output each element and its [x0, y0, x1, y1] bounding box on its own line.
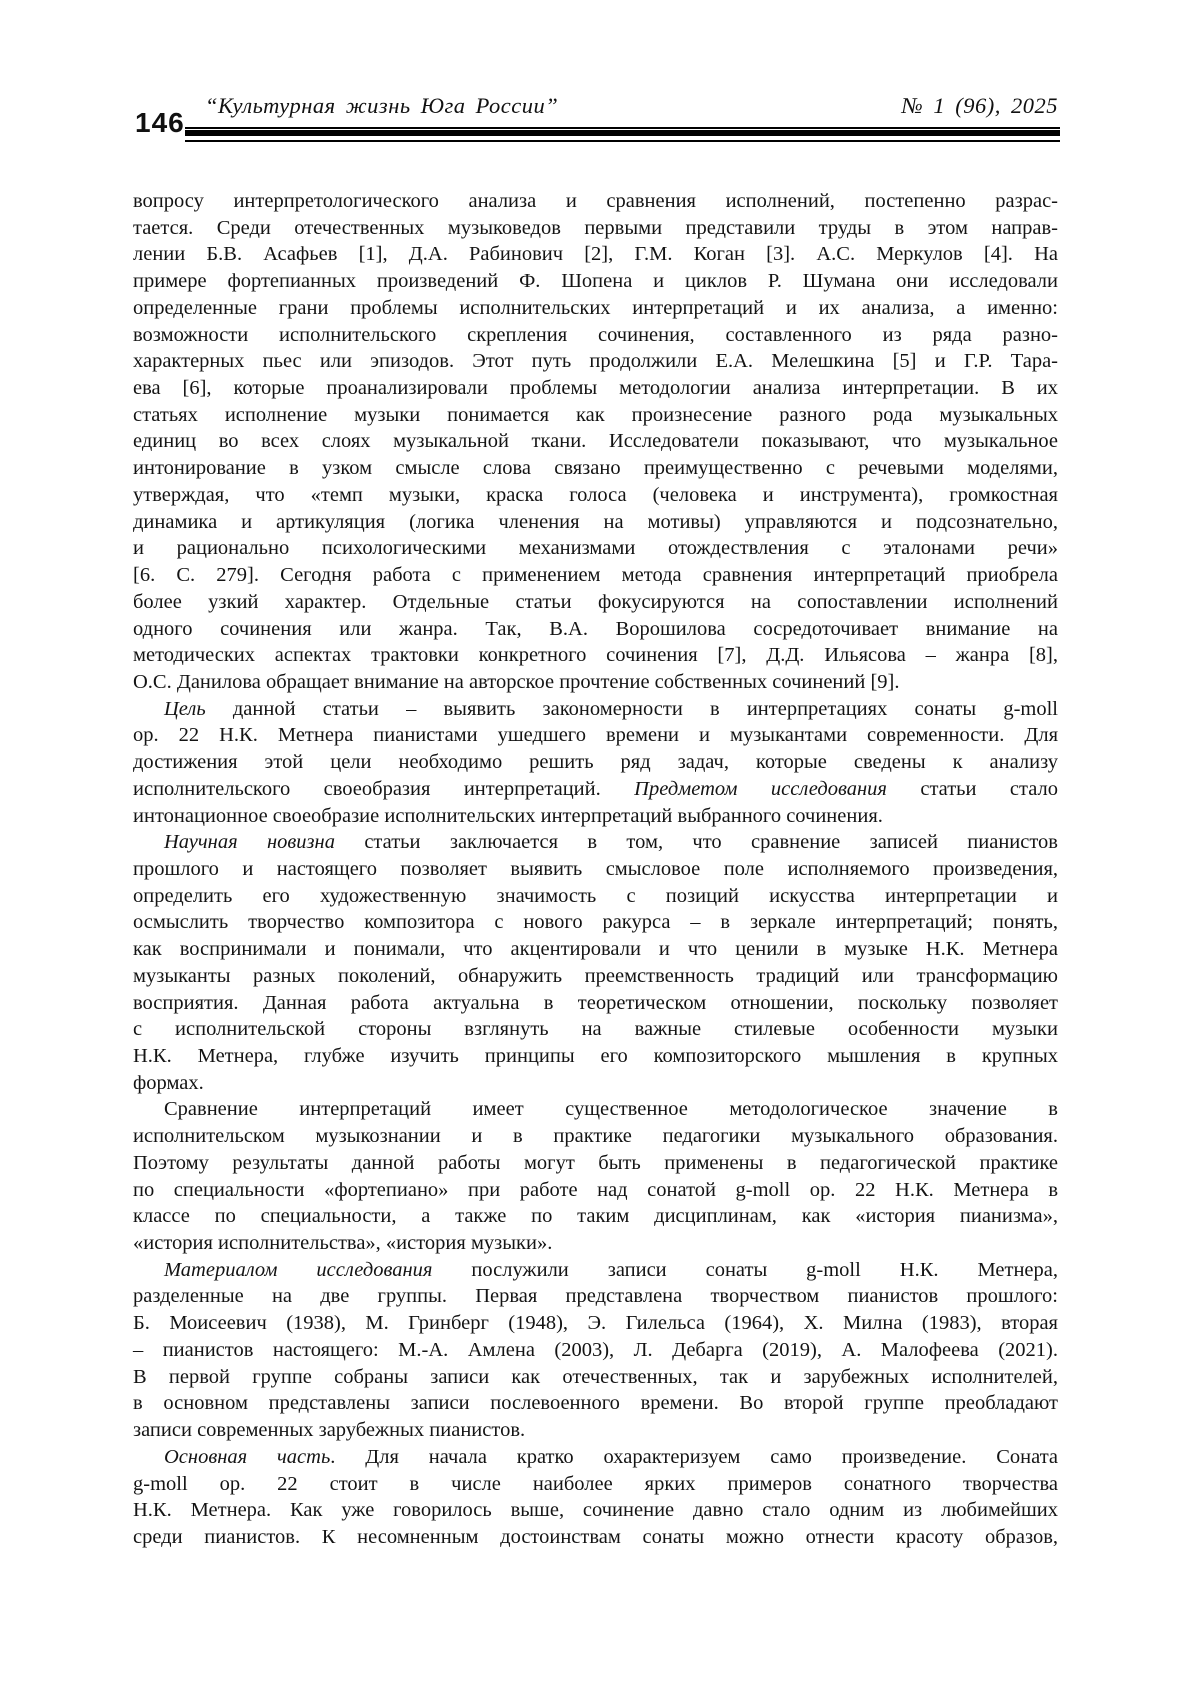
text-segment: восприятия. Данная работа актуальна в теоретическом отношении, поскольку позволяет	[133, 991, 1058, 1014]
text-line	[133, 1471, 1058, 1498]
text-line	[133, 1230, 1058, 1257]
text-segment: примере фортепианных произведений Ф. Шопена и циклов Р. Шумана они исследовали	[133, 270, 1058, 293]
text-segment: формах.	[133, 1071, 204, 1094]
journal-title: “Культурная жизнь Юга России”	[205, 93, 559, 118]
text-line	[133, 241, 1058, 268]
emphasized-text: Предметом исследования	[634, 777, 887, 800]
text-line	[133, 402, 1058, 429]
emphasized-text: Основная часть	[164, 1445, 331, 1468]
text-line	[133, 1096, 1058, 1123]
text-segment: методических аспектах трактовки конкретного сочинения [7], Д.Д. Ильясова – жанра [8],	[133, 644, 1058, 667]
text-segment: op. 22 Н.К. Метнера пианистами ушедшего времени и музыкантами современности. Для	[133, 724, 1058, 747]
text-segment: определить его художественную значимость с позиций искусства интерпретации и	[133, 884, 1058, 907]
text-segment: записи современных зарубежных пианистов.	[133, 1419, 526, 1442]
text-line	[133, 883, 1058, 910]
running-header	[205, 93, 1058, 119]
text-segment: В первой группе собраны записи как отечественных, так и зарубежных исполнителей,	[133, 1365, 1058, 1388]
text-line	[133, 188, 1058, 215]
text-segment: единиц во всех слоях музыкальной ткани. Исследователи показывают, что музыкальное	[133, 430, 1058, 453]
text-line	[133, 428, 1058, 455]
text-line	[133, 1203, 1058, 1230]
text-line	[133, 776, 1058, 803]
text-segment: определенные грани проблемы исполнительских интерпретаций и их анализа, а именно:	[133, 296, 1058, 319]
text-line	[133, 1257, 1058, 1284]
text-line	[133, 722, 1058, 749]
emphasized-text: Цель	[164, 697, 206, 720]
paragraph	[133, 1096, 1058, 1256]
text-segment: статьи стало	[886, 777, 1058, 800]
text-line	[133, 856, 1058, 883]
text-segment: Н.К. Метнера. Как уже говорилось выше, сочинение давно стало одним из любимейших	[133, 1499, 1058, 1522]
text-segment: среди пианистов. К несомненным достоинствам сонаты можно отнести красоту образов,	[133, 1525, 1058, 1548]
text-segment: осмыслить творчество композитора с нового ракурса – в зеркале интерпретаций; понять,	[133, 911, 1058, 934]
text-line	[133, 322, 1058, 349]
text-line	[133, 1524, 1058, 1551]
text-line	[133, 1016, 1058, 1043]
emphasized-text: Научная новизна	[164, 831, 335, 854]
text-segment: Поэтому результаты данной работы могут быть применены в педагогической практике	[133, 1151, 1058, 1174]
text-line	[133, 375, 1058, 402]
text-line	[133, 642, 1058, 669]
text-segment: возможности исполнительского скрепления сочинения, составленного из ряда разно-	[133, 323, 1058, 346]
text-segment: динамика и артикуляция (логика членения на мотивы) управляются и подсознательно,	[133, 510, 1058, 533]
text-line	[133, 348, 1058, 375]
text-segment: статьи заключается в том, что сравнение записей пианистов	[334, 831, 1058, 854]
text-line	[133, 535, 1058, 562]
text-segment: исполнительском музыкознании и в практике педагогики музыкального образования.	[133, 1125, 1058, 1148]
text-line	[133, 268, 1058, 295]
text-segment: О.С. Данилова обращает внимание на авторское прочтение собственных сочинений [9].	[133, 670, 900, 693]
text-line	[133, 1337, 1058, 1364]
text-segment: . Для начала кратко охарактеризуем само произведение. Соната	[330, 1445, 1059, 1468]
text-segment: интонационное своеобразие исполнительских интерпретаций выбранного сочинения.	[133, 804, 883, 827]
text-line	[133, 215, 1058, 242]
header-rule-thin-bottom	[185, 140, 1060, 142]
text-segment: Н.К. Метнера, глубже изучить принципы его композиторского мышления в крупных	[133, 1045, 1058, 1067]
text-line	[133, 1283, 1058, 1310]
text-line	[133, 1150, 1058, 1177]
text-segment: данной статьи – выявить закономерности в интерпретациях сонаты g-moll	[205, 697, 1058, 720]
article-body	[133, 188, 1058, 1551]
text-line	[133, 616, 1058, 643]
emphasized-text: Материалом исследования	[164, 1258, 433, 1281]
text-segment: лении Б.В. Асафьев [1], Д.А. Рабинович [2], Г.М. Коган [3]. А.С. Меркулов [4]. На	[133, 243, 1058, 266]
text-line	[133, 455, 1058, 482]
text-line	[133, 589, 1058, 616]
text-line	[133, 1070, 1058, 1097]
text-line	[133, 1417, 1058, 1444]
text-segment: [6. С. 279]. Сегодня работа с применением метода сравнения интерпретаций приобрела	[133, 564, 1058, 587]
text-segment: в основном представлены записи послевоенного времени. Во второй группе преобладают	[133, 1392, 1058, 1415]
text-line	[133, 803, 1058, 830]
text-segment: g-moll op. 22 стоит в числе наиболее ярких примеров сонатного творчества	[133, 1472, 1058, 1495]
text-segment: Сравнение интерпретаций имеет существенное методологическое значение в	[164, 1098, 1058, 1121]
paragraph	[133, 696, 1058, 830]
text-line	[133, 1310, 1058, 1337]
text-line	[133, 829, 1058, 856]
text-segment: одного сочинения или жанра. Так, В.А. Ворошилова сосредоточивает внимание на	[133, 617, 1058, 640]
text-segment: с исполнительской стороны взглянуть на важные стилевые особенности музыки	[133, 1018, 1058, 1041]
paragraph	[133, 829, 1058, 1096]
text-segment: достижения этой цели необходимо решить ряд задач, которые сведены к анализу	[133, 751, 1058, 774]
text-segment: – пианистов настоящего: М.-А. Амлена (2003), Л. Дебарга (2019), А. Малофеева (2021).	[133, 1338, 1058, 1361]
text-line	[133, 696, 1058, 723]
paragraph	[133, 1257, 1058, 1444]
text-segment: послужили записи сонаты g-moll Н.К. Метнера,	[432, 1258, 1059, 1281]
text-line	[133, 1444, 1058, 1471]
text-line	[133, 482, 1058, 509]
text-segment: по специальности «фортепиано» при работе над сонатой g-moll op. 22 Н.К. Метнера в	[133, 1178, 1058, 1201]
text-line	[133, 1497, 1058, 1524]
text-line	[133, 562, 1058, 589]
text-line	[133, 1043, 1058, 1070]
text-line	[133, 909, 1058, 936]
text-segment: вопросу интерпретологического анализа и сравнения исполнений, постепенно разрас-	[133, 190, 1058, 212]
header-rule-thin-top	[185, 127, 1060, 129]
text-line	[133, 990, 1058, 1017]
text-segment: прошлого и настоящего позволяет выявить смысловое поле исполняемого произведения,	[133, 857, 1058, 880]
header-rule-thick	[185, 130, 1060, 136]
text-segment: «история исполнительства», «история музыки».	[133, 1232, 553, 1255]
text-line	[133, 1177, 1058, 1204]
text-line	[133, 963, 1058, 990]
text-line	[133, 669, 1058, 696]
text-segment: тается. Среди отечественных музыковедов первыми представили труды в этом направ-	[133, 216, 1058, 239]
text-line	[133, 1390, 1058, 1417]
text-segment: разделенные на две группы. Первая представлена творчеством пианистов прошлого:	[133, 1285, 1058, 1308]
text-segment: классе по специальности, а также по таким дисциплинам, как «история пианизма»,	[133, 1205, 1058, 1228]
text-line	[133, 295, 1058, 322]
paragraph	[133, 1444, 1058, 1551]
text-segment: музыканты разных поколений, обнаружить преемственность традиций или трансформацию	[133, 964, 1058, 987]
text-line	[133, 749, 1058, 776]
text-segment: более узкий характер. Отдельные статьи фокусируются на сопоставлении исполнений	[133, 590, 1058, 613]
text-segment: характерных пьес или эпизодов. Этот путь продолжили Е.А. Мелешкина [5] и Г.Р. Тара-	[133, 350, 1058, 373]
text-segment: ева [6], которые проанализировали проблемы методологии анализа интерпретации. В их	[133, 377, 1058, 400]
text-line	[133, 509, 1058, 536]
text-line	[133, 1364, 1058, 1391]
text-segment: и рационально психологическими механизмами отождествления с эталонами речи»	[133, 537, 1058, 560]
text-line	[133, 936, 1058, 963]
text-segment: интонирование в узком смысле слова связано преимущественно с речевыми моделями,	[133, 457, 1058, 480]
issue-number: № 1 (96), 2025	[901, 93, 1058, 118]
text-segment: статьях исполнение музыки понимается как произнесение разного рода музыкальных	[133, 403, 1058, 426]
paragraph	[133, 188, 1058, 696]
text-segment: исполнительского своеобразия интерпретаций.	[133, 777, 635, 800]
text-segment: как воспринимали и понимали, что акцентировали и что ценили в музыке Н.К. Метнера	[133, 938, 1058, 961]
page-number: 146	[135, 107, 185, 138]
text-segment: утверждая, что «темп музыки, краска голоса (человека и инструмента), громкостная	[133, 483, 1058, 506]
text-line	[133, 1123, 1058, 1150]
text-segment: Б. Моисеевич (1938), М. Гринберг (1948), Э. Гилельса (1964), Х. Милна (1983), вторая	[133, 1312, 1058, 1335]
